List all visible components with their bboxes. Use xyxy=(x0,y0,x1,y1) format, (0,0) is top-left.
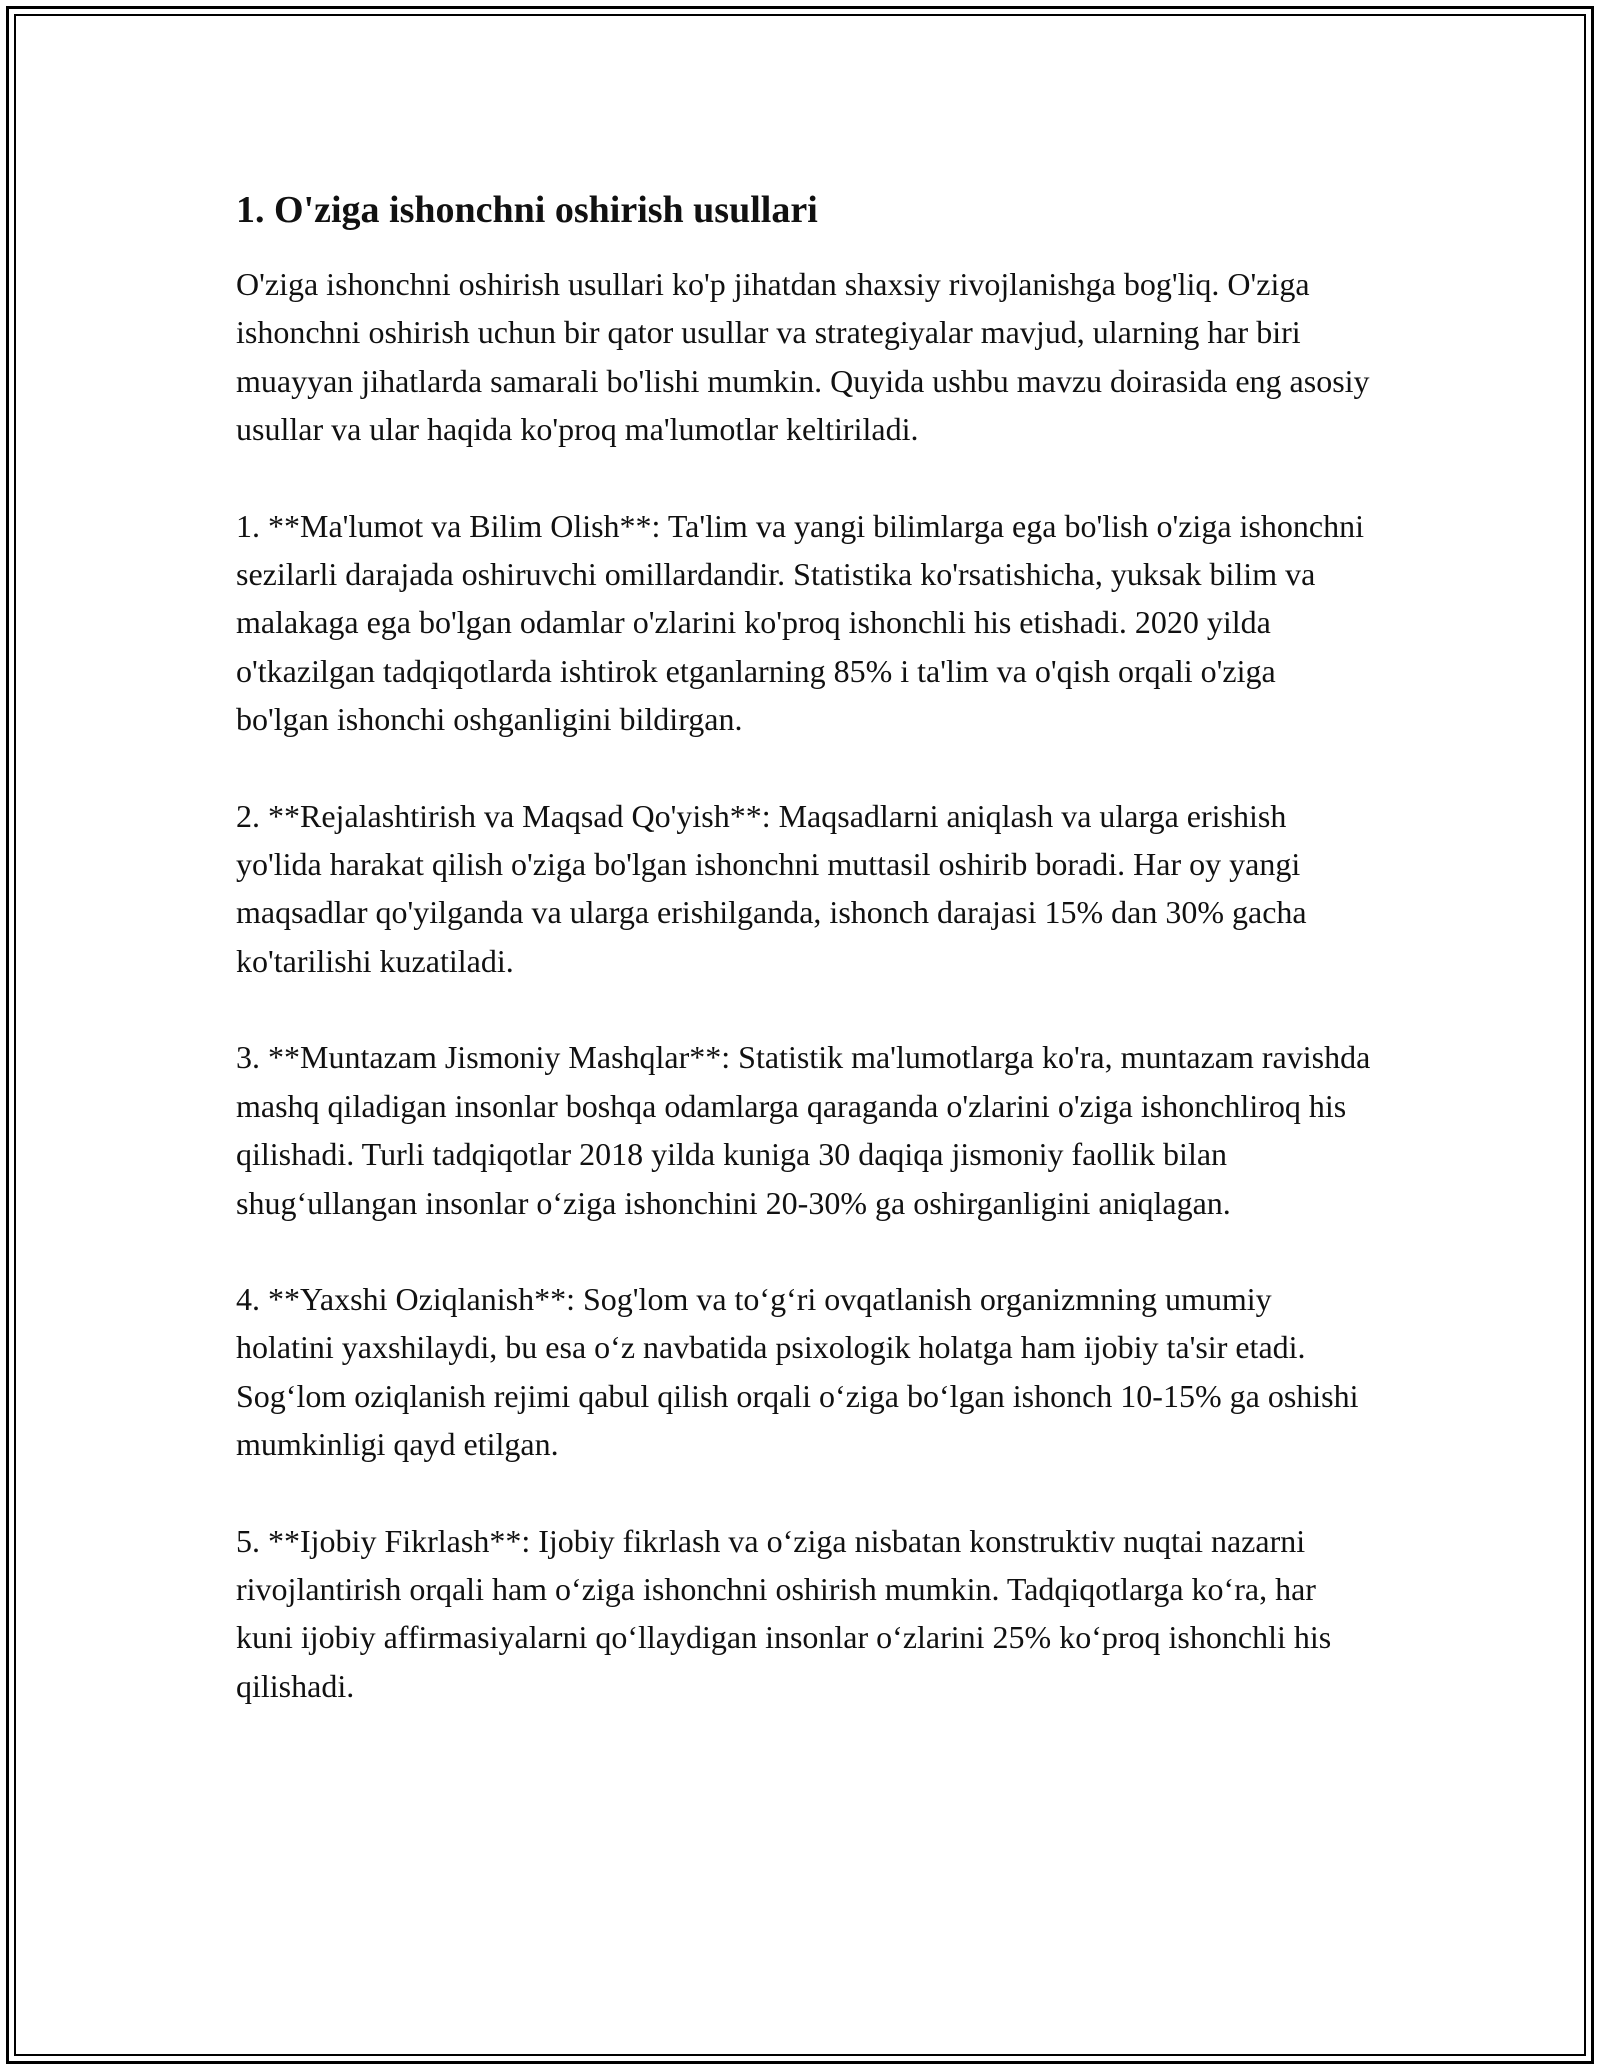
list-item: 5. **Ijobiy Fikrlash**: Ijobiy fikrlash va o‘ziga nisbatan konstruktiv nuqtai nazarni rivojlantirish orqali ham o‘ziga ishonchni oshirish mumkin. Tadqiqotlarga ko‘ra, har kuni ijobiy affirmasiyalarni qo‘llaydigan insonlar o‘zlarini 25% ko‘proq ishonchli his qilishadi. xyxy=(236,1522,1332,1704)
list-item: 4. **Yaxshi Oziqlanish**: Sog'lom va to‘g‘ri ovqatlanish organizmning umumiy holatini yaxshilaydi, bu esa o‘z navbatida psixologik holatga ham ijobiy ta'sir etadi. Sog‘lom oziqlanish rejimi qabul qilish orqali o‘ziga bo‘lgan ishonch 10-15% ga oshishi mumkinligi qayd etilgan. xyxy=(236,1280,1359,1463)
list-item: 2. **Rejalashtirish va Maqsad Qo'yish**: Maqsadlarni aniqlash va ularga erishish yo'lida harakat qilish o'ziga bo'lgan ishonchni muttasil oshirib boradi. Har oy yangi maqsadlar qo'yilganda va ularga erishilganda, ishonch darajasi 15% dan 30% gacha ko'tarilishi kuzatiladi. xyxy=(236,797,1307,979)
list-item: 1. **Ma'lumot va Bilim Olish**: Ta'lim va yangi bilimlarga ega bo'lish o'ziga ishonchni sezilarli darajada oshiruvchi omillardandir. Statistika ko'rsatishicha, yuksak bilim va malakaga ega bo'lgan odamlar o'zlarini ko'proq ishonchli his etishadi. 2020 yilda o'tkazilgan tadqiqotlarda ishtirok etganlarning 85% i ta'lim va o'qish orqali o'ziga bo'lgan ishonchi oshganligini bildirgan. xyxy=(236,507,1364,738)
list-item: 3. **Muntazam Jismoniy Mashqlar**: Statistik ma'lumotlarga ko'ra, muntazam ravishda mashq qiladigan insonlar boshqa odamlarga qaraganda o'zlarini o'ziga ishonchliroq his qilishadi. Turli tadqiqotlar 2018 yilda kuniga 30 daqiqa jismoniy faollik bilan shug‘ullangan insonlar o‘ziga ishonchini 20-30% ga oshirganligini aniqlagan. xyxy=(236,1039,1371,1221)
document-title: 1. O'ziga ishonchni oshirish usullari xyxy=(236,189,818,231)
intro-paragraph: O'ziga ishonchni oshirish usullari ko'p jihatdan shaxsiy rivojlanishga bog'liq. O'ziga ishonchni oshirish uchun bir qator usullar va strategiyalar mavjud, ularning har biri muayyan jihatlarda samarali bo'lishi mumkin. Quyida ushbu mavzu doirasida eng asosiy usullar va ular haqida ko'proq ma'lumotlar keltiriladi. xyxy=(236,266,1370,448)
document-body xyxy=(236,186,1376,1758)
